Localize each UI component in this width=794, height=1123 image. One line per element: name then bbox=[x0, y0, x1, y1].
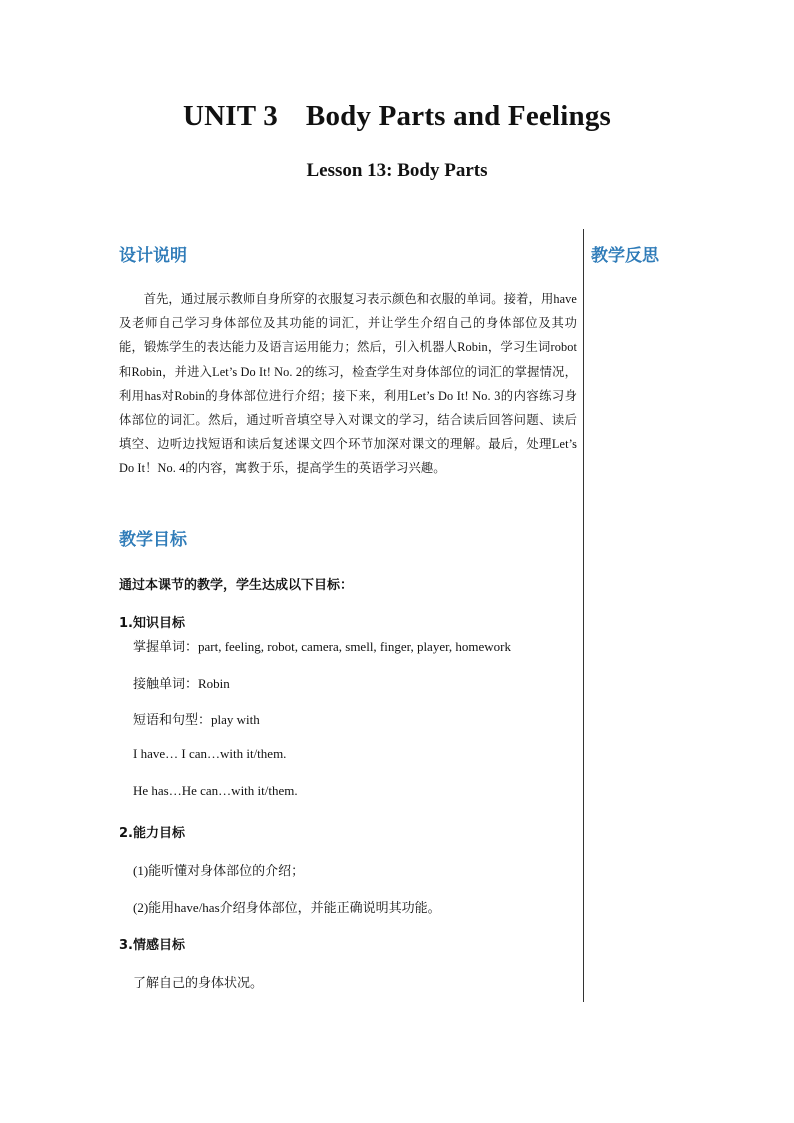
reflection-heading: 教学反思 bbox=[591, 246, 659, 266]
unit-number: UNIT 3 bbox=[182, 100, 278, 132]
knowledge-line: 短语和句型：play with bbox=[133, 712, 260, 727]
knowledge-line: 掌握单词：part, feeling, robot, camera, smell, finger, player, homework bbox=[133, 639, 512, 654]
design-heading: 设计说明 bbox=[119, 246, 187, 266]
unit-name: Body Parts and Feelings bbox=[305, 100, 612, 132]
ability-line: (2)能用have/has介绍身体部位，并能正确说明其功能。 bbox=[133, 900, 441, 915]
goals-intro: 通过本课节的教学，学生达成以下目标： bbox=[119, 578, 354, 593]
ability-line: (1)能听懂对身体部位的介绍； bbox=[133, 863, 305, 878]
knowledge-line: He has…He can…with it/them. bbox=[133, 783, 298, 798]
knowledge-goal-title: 1.知识目标 bbox=[119, 616, 185, 631]
knowledge-line: 接触单词：Robin bbox=[133, 676, 230, 691]
knowledge-line: I have… I can…with it/them. bbox=[133, 746, 287, 761]
unit-title bbox=[0, 100, 794, 133]
design-paragraph: 首先，通过展示教师自身所穿的衣服复习表示颜色和衣服的单词。接着，用have及老师自己学习身体部位及其功能的词汇，并让学生介绍自己的身体部位及其功能，锻炼学生的表达能力及语言运用能力；然后，引入机器人Robin，学习生词robot和Robin，并进入Let’s Do It! No. 2的练习，检查学生对身体部位的词汇的掌握情况，利用has对Robin的身体部位进行介绍；接下来，利用Let’s Do It! No. 3的内容练习身体部位的词汇。然后，通过听音填空导入对课文的学习，结合读后回答问题、读后填空、边听边找短语和读后复述课文四个环节加深对课文的理解。最后，处理Let’s Do It！No. 4的内容，寓教于乐，提高学生的英语学习兴趣。 bbox=[119, 292, 577, 476]
column-divider bbox=[583, 229, 584, 1002]
goals-heading: 教学目标 bbox=[119, 530, 187, 550]
emotion-line: 了解自己的身体状况。 bbox=[133, 975, 264, 990]
emotion-goal-title: 3.情感目标 bbox=[119, 938, 185, 953]
ability-goal-title: 2.能力目标 bbox=[119, 826, 185, 841]
lesson-title: Lesson 13: Body Parts bbox=[306, 160, 488, 181]
